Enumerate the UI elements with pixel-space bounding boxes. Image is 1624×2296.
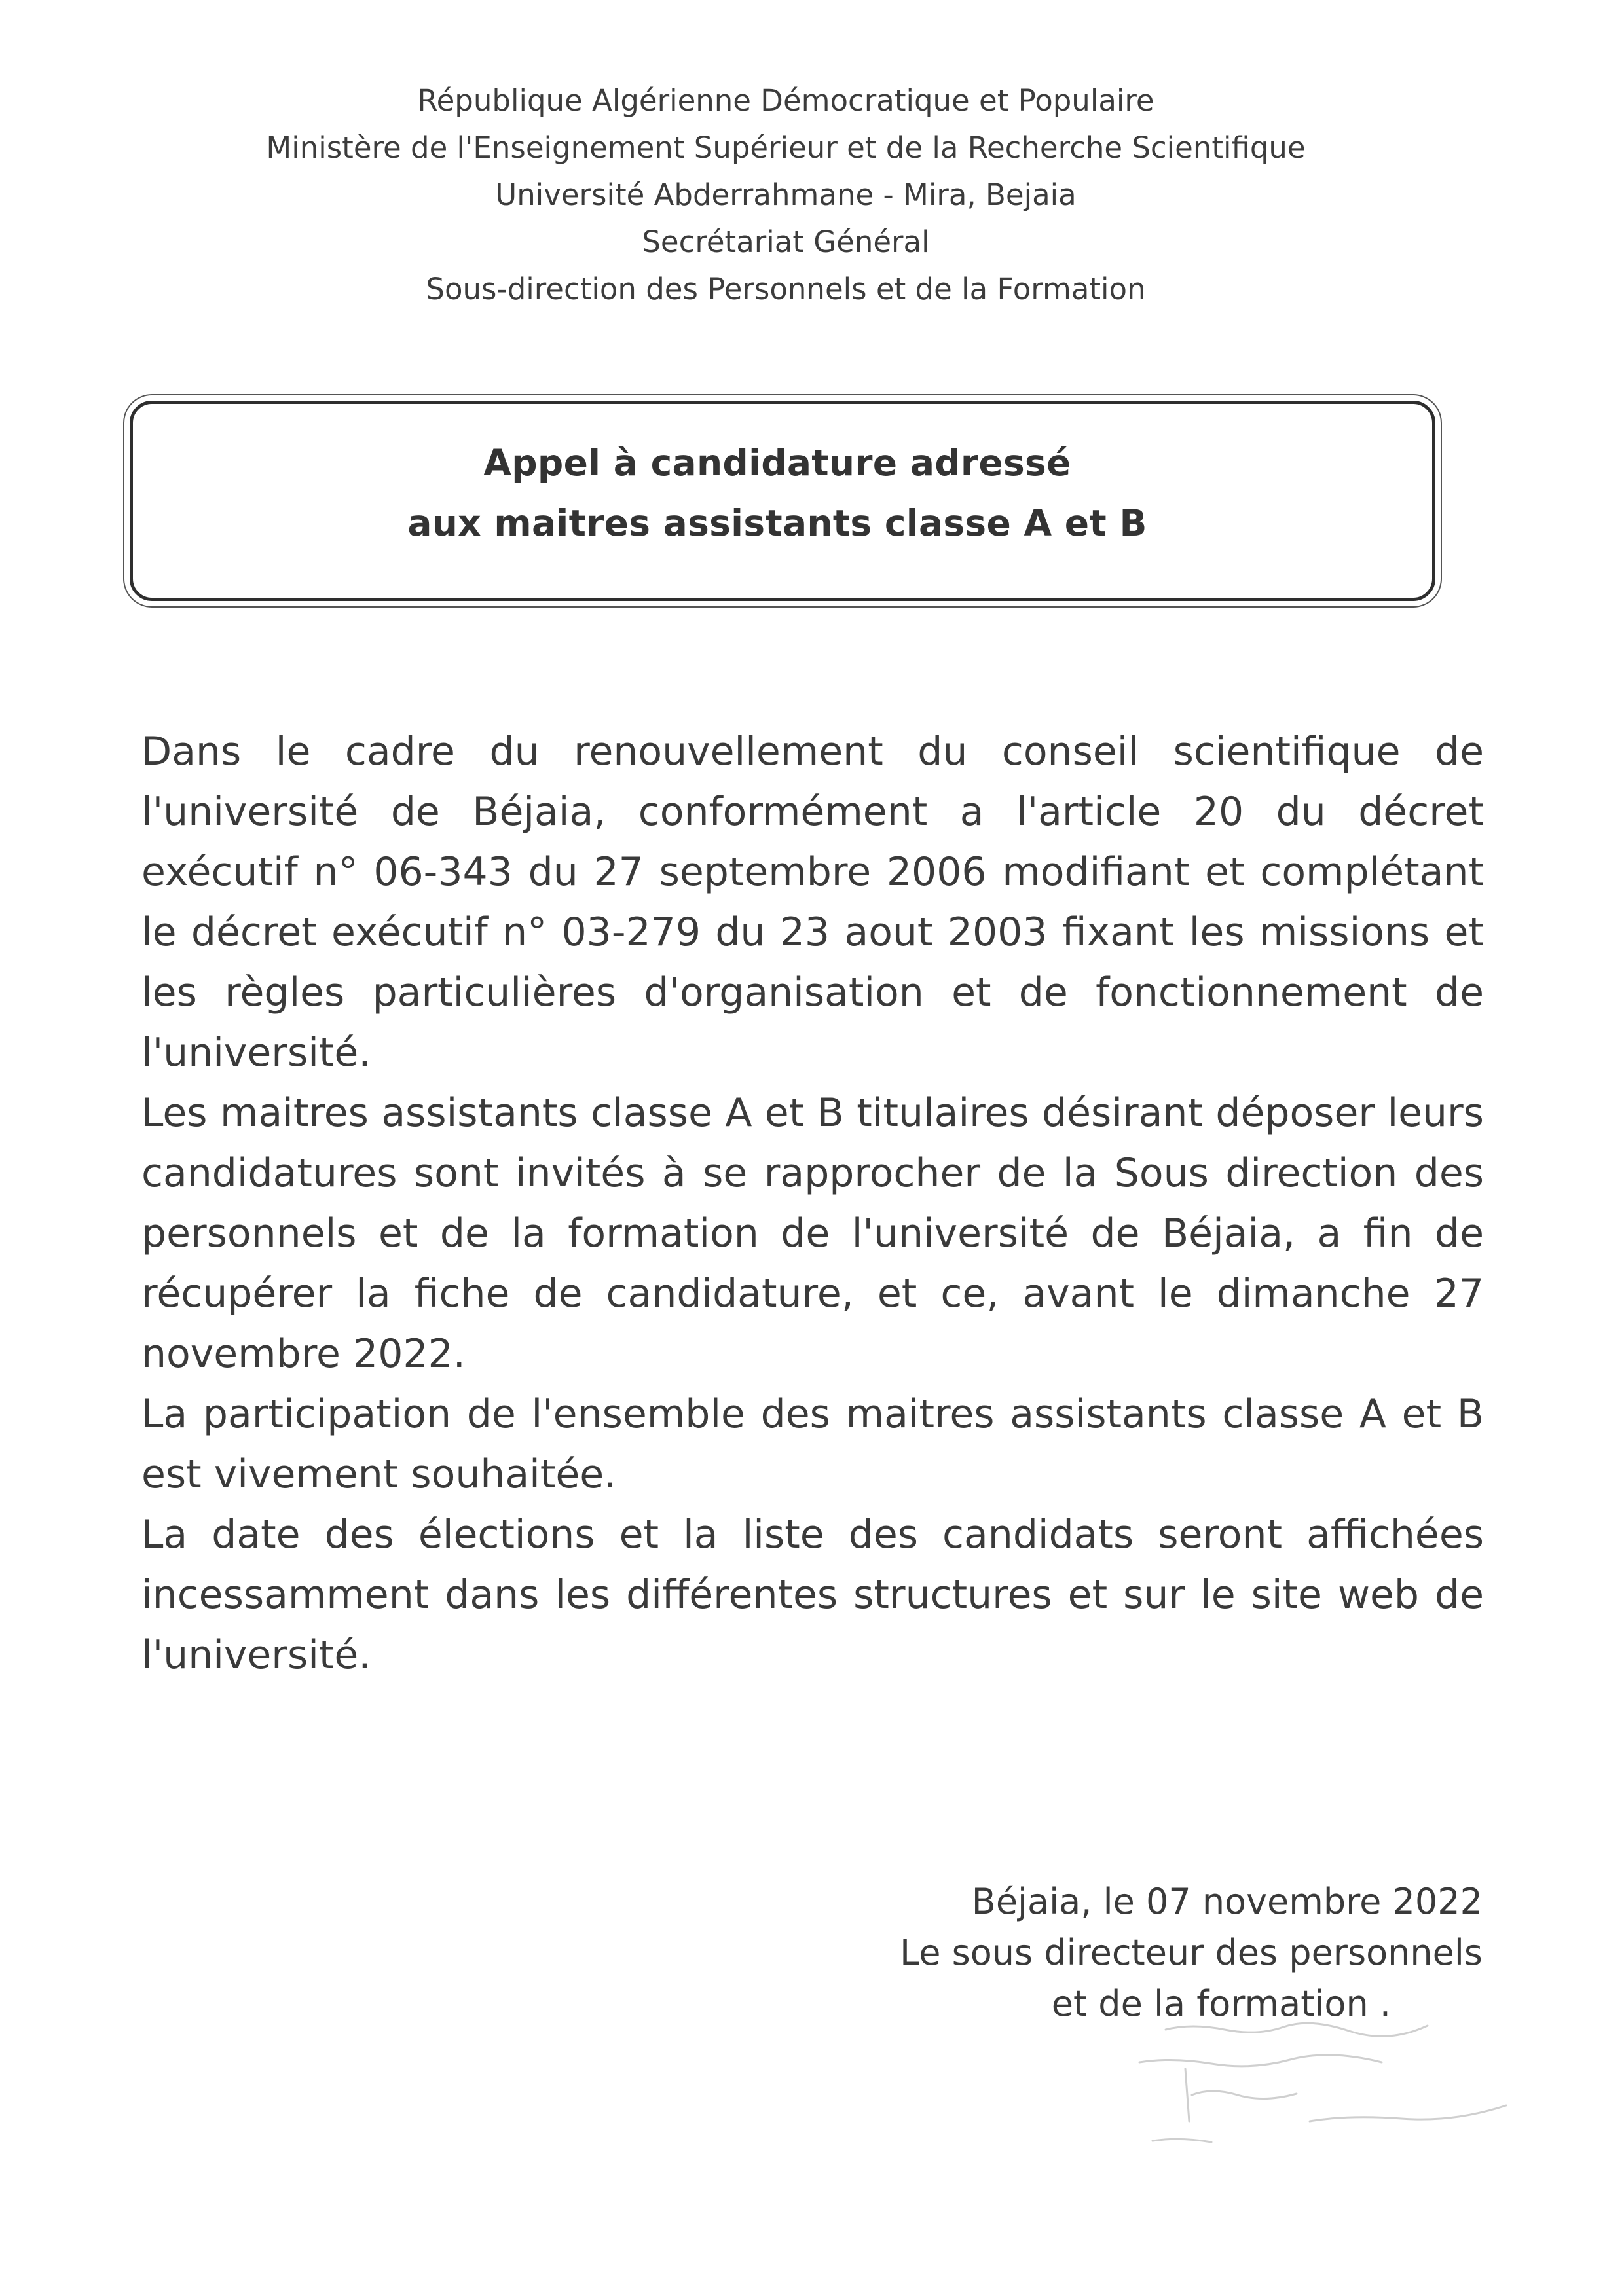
letterhead — [0, 77, 1624, 313]
letterhead-republic: République Algérienne Démocratique et Populaire — [417, 83, 1154, 118]
letterhead-university: Université Abderrahmane - Mira, Bejaia — [495, 177, 1077, 212]
title-line-2: aux maitres assistants classe A et B — [407, 502, 1147, 544]
paragraph-invitation: Les maitres assistants classe A et B titulaires désirant déposer leurs candidatures sont invités à se rapprocher de la Sous direction des personnels et de la formation de l'université de Béjaia, a fin de récupérer la fiche de candidature, et ce, avant le dimanche 27 novembre 2022. — [141, 1090, 1484, 1377]
title-box — [130, 401, 1435, 601]
paragraph-participation: La participation de l'ensemble des maitres assistants classe A et B est vivement souhaitée. — [141, 1391, 1484, 1497]
letterhead-subdirection: Sous-direction des Personnels et de la Formation — [426, 272, 1146, 306]
paragraph-context: Dans le cadre du renouvellement du conseil scientifique de l'université de Béjaia, conformément a l'article 20 du décret exécutif n° 06-343 du 27 septembre 2006 modifiant et complétant le décret exécutif n° 03-279 du 23 aout 2003 fixant les missions et les règles particulières d'organisation et de fonctionnement de l'université. — [141, 729, 1484, 1076]
signature-role-2: et de la formation . — [1051, 1983, 1391, 2024]
signature-date: Béjaia, le 07 novembre 2022 — [971, 1881, 1483, 1922]
signature-role-1: Le sous directeur des personnels — [900, 1932, 1483, 1973]
letterhead-ministry: Ministère de l'Enseignement Supérieur et de la Recherche Scientifique — [266, 130, 1306, 165]
letterhead-secretariat: Secrétariat Général — [642, 225, 930, 259]
body-text — [141, 721, 1484, 1685]
paragraph-elections: La date des élections et la liste des candidats seront affichées incessamment dans les différentes structures et sur le site web de l'université. — [141, 1512, 1484, 1678]
faint-stamp-scribble — [1113, 2003, 1519, 2174]
title-line-1: Appel à candidature adressé — [483, 442, 1071, 484]
